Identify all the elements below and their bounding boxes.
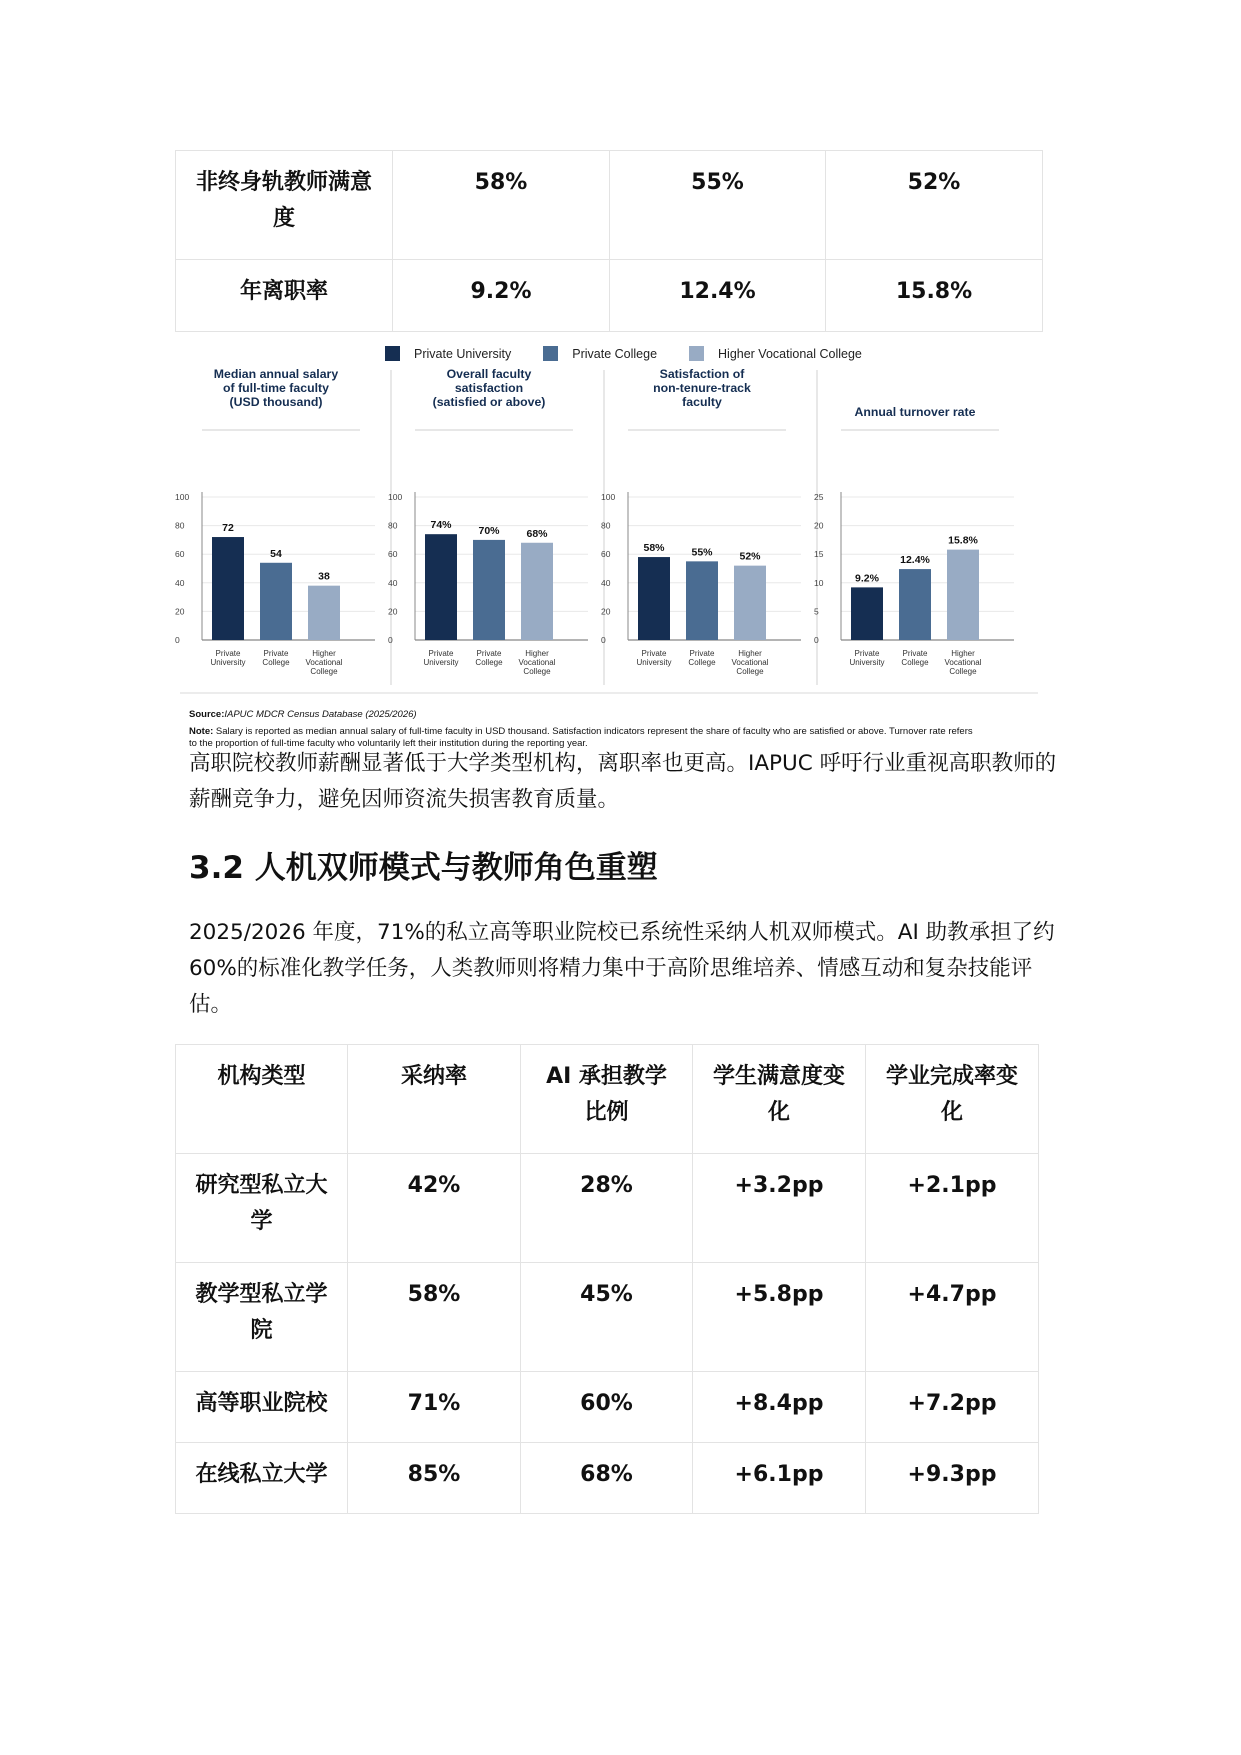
- table-cell: 55%: [610, 151, 826, 260]
- data-label: 38: [318, 570, 330, 583]
- x-tick-label: Private: [215, 649, 241, 658]
- table-cell: 60%: [521, 1372, 693, 1443]
- table-cell: 52%: [826, 151, 1043, 260]
- table-cell: 教学型私立学院: [176, 1263, 348, 1372]
- chart-title: satisfaction: [454, 381, 524, 395]
- data-label: 58%: [643, 542, 665, 555]
- legend-label: Higher Vocational College: [718, 346, 862, 361]
- x-tick-label: Private: [476, 649, 502, 658]
- data-label: 12.4%: [900, 554, 930, 567]
- x-tick-label: University: [636, 658, 672, 667]
- chart-title: faculty: [682, 395, 722, 409]
- y-tick-label: 20: [814, 520, 824, 531]
- bar: [212, 537, 244, 640]
- x-tick-label: Higher: [951, 649, 975, 658]
- x-tick-label: Higher: [738, 649, 762, 658]
- bar: [425, 534, 457, 640]
- data-label: 52%: [739, 550, 761, 563]
- bar: [947, 550, 979, 640]
- chart-title: of full-time faculty: [223, 381, 329, 395]
- data-label: 68%: [526, 527, 548, 540]
- x-tick-label: Private: [902, 649, 928, 658]
- chart-title: Annual turnover rate: [854, 405, 976, 419]
- x-tick-label: Private: [428, 649, 454, 658]
- faculty-charts: [175, 365, 1070, 700]
- chart-title: non-tenure-track: [653, 381, 751, 395]
- y-tick-label: 5: [814, 606, 819, 617]
- table-cell: +7.2pp: [866, 1372, 1039, 1443]
- bar: [851, 587, 883, 640]
- table-cell: +9.3pp: [866, 1443, 1039, 1514]
- x-tick-label: Vocational: [731, 658, 769, 667]
- x-tick-label: College: [310, 667, 338, 676]
- legend-item: [689, 346, 862, 361]
- column-header: 学生满意度变化: [693, 1045, 866, 1154]
- y-tick-label: 0: [175, 635, 180, 645]
- y-tick-label: 60: [175, 549, 185, 560]
- bar: [734, 566, 766, 640]
- legend-swatch: [689, 346, 704, 361]
- table-cell: 在线私立大学: [176, 1443, 348, 1514]
- y-tick-label: 100: [601, 492, 616, 502]
- y-tick-label: 60: [601, 549, 611, 560]
- y-tick-label: 40: [388, 577, 398, 588]
- legend-label: Private College: [572, 346, 658, 361]
- data-label: 54: [270, 547, 282, 560]
- table-row: [176, 151, 1043, 260]
- y-tick-label: 20: [601, 606, 611, 617]
- table-row: [176, 260, 1043, 332]
- legend-swatch: [385, 346, 400, 361]
- x-tick-label: University: [849, 658, 885, 667]
- chart-note-line2: to the proportion of full-time faculty who voluntarily left their institution during the reporting year.: [189, 738, 588, 749]
- y-tick-label: 100: [175, 492, 190, 502]
- bar: [521, 543, 553, 640]
- y-tick-label: 20: [175, 606, 185, 617]
- table-cell: 58%: [393, 151, 610, 260]
- legend-label: Private University: [414, 346, 512, 361]
- table-cell: 45%: [521, 1263, 693, 1372]
- x-tick-label: Private: [641, 649, 667, 658]
- chart-title: Overall faculty: [446, 367, 532, 381]
- y-tick-label: 15: [814, 549, 824, 560]
- table-row: [176, 1154, 1039, 1263]
- table-row: [176, 1372, 1039, 1443]
- x-tick-label: College: [523, 667, 551, 676]
- data-label: 55%: [691, 546, 713, 559]
- chart-source: Source:IAPUC MDCR Census Database (2025/2026): [189, 709, 417, 720]
- x-tick-label: University: [210, 658, 246, 667]
- paragraph: 2025/2026 年度，71%的私立高等职业院校已系统性采纳人机双师模式。AI 助教承担了约 60%的标准化教学任务，人类教师则将精力集中于高阶思维培养、情感互动和复杂技能评估。: [189, 920, 1055, 1017]
- x-tick-label: Private: [263, 649, 289, 658]
- bar: [308, 586, 340, 640]
- bar: [686, 561, 718, 640]
- row-label: 年离职率: [176, 260, 393, 332]
- table-row: [176, 1443, 1039, 1514]
- x-tick-label: Private: [689, 649, 715, 658]
- x-tick-label: Vocational: [518, 658, 556, 667]
- chart-title: Satisfaction of: [659, 367, 745, 381]
- bar: [638, 557, 670, 640]
- table-cell: 28%: [521, 1154, 693, 1263]
- table-cell: 9.2%: [393, 260, 610, 332]
- section-heading: 3.2 人机双师模式与教师角色重塑: [189, 850, 658, 886]
- data-label: 70%: [478, 524, 500, 537]
- data-label: 72: [222, 522, 234, 535]
- chart-note: Note: Salary is reported as median annual salary of full-time faculty in USD thousand. Satisfaction indicators represent the share of faculty who are satisfied or above. Turnover rate refers: [189, 726, 973, 737]
- table-cell: 42%: [348, 1154, 521, 1263]
- y-tick-label: 20: [388, 606, 398, 617]
- table-cell: +4.7pp: [866, 1263, 1039, 1372]
- legend-item: [385, 346, 511, 361]
- bar: [260, 563, 292, 640]
- table-cell: +5.8pp: [693, 1263, 866, 1372]
- y-tick-label: 0: [601, 635, 606, 645]
- y-tick-label: 80: [388, 520, 398, 531]
- column-header: 采纳率: [348, 1045, 521, 1154]
- paragraph: 高职院校教师薪酬显著低于大学类型机构，离职率也更高。IAPUC 呼吁行业重视高职教师的薪酬竞争力，避免因师资流失损害教育质量。: [189, 751, 1057, 812]
- table-cell: +6.1pp: [693, 1443, 866, 1514]
- x-tick-label: College: [949, 667, 977, 676]
- x-tick-label: College: [475, 658, 503, 667]
- data-label: 9.2%: [855, 572, 879, 585]
- table-cell: 58%: [348, 1263, 521, 1372]
- bar: [899, 569, 931, 640]
- dual-teacher-table: [175, 1044, 1039, 1514]
- table-cell: 71%: [348, 1372, 521, 1443]
- y-tick-label: 0: [388, 635, 393, 645]
- table-cell: 68%: [521, 1443, 693, 1514]
- y-tick-label: 80: [175, 520, 185, 531]
- x-tick-label: College: [736, 667, 764, 676]
- table-cell: 15.8%: [826, 260, 1043, 332]
- x-tick-label: Vocational: [305, 658, 343, 667]
- table-cell: +2.1pp: [866, 1154, 1039, 1263]
- table-row: [176, 1263, 1039, 1372]
- data-label: 74%: [430, 519, 452, 532]
- table-cell: 85%: [348, 1443, 521, 1514]
- table-cell: 12.4%: [610, 260, 826, 332]
- chart-title: Median annual salary: [213, 367, 339, 381]
- bar: [473, 540, 505, 640]
- x-tick-label: Vocational: [944, 658, 982, 667]
- chart-title: (satisfied or above): [432, 395, 546, 409]
- x-tick-label: Private: [854, 649, 880, 658]
- table-cell: 研究型私立大学: [176, 1154, 348, 1263]
- table-cell: +8.4pp: [693, 1372, 866, 1443]
- y-tick-label: 100: [388, 492, 403, 502]
- chart-title: (USD thousand): [229, 395, 323, 409]
- x-tick-label: College: [901, 658, 929, 667]
- y-tick-label: 60: [388, 549, 398, 560]
- x-tick-label: Higher: [525, 649, 549, 658]
- x-tick-label: College: [688, 658, 716, 667]
- row-label: 非终身轨教师满意度: [176, 151, 393, 260]
- column-header: 学业完成率变化: [866, 1045, 1039, 1154]
- table-cell: 高等职业院校: [176, 1372, 348, 1443]
- y-tick-label: 25: [814, 492, 824, 502]
- legend-item: [543, 346, 657, 361]
- x-tick-label: College: [262, 658, 290, 667]
- table-cell: +3.2pp: [693, 1154, 866, 1263]
- y-tick-label: 0: [814, 635, 819, 645]
- x-tick-label: University: [423, 658, 459, 667]
- y-tick-label: 80: [601, 520, 611, 531]
- column-header: 机构类型: [176, 1045, 348, 1154]
- table-header-row: [176, 1045, 1039, 1154]
- column-header: AI 承担教学比例: [521, 1045, 693, 1154]
- y-tick-label: 10: [814, 577, 824, 588]
- x-tick-label: Higher: [312, 649, 336, 658]
- chart-legend: [385, 346, 894, 361]
- y-tick-label: 40: [601, 577, 611, 588]
- legend-swatch: [543, 346, 558, 361]
- y-tick-label: 40: [175, 577, 185, 588]
- faculty-table-continued: [175, 150, 1043, 332]
- data-label: 15.8%: [948, 534, 978, 547]
